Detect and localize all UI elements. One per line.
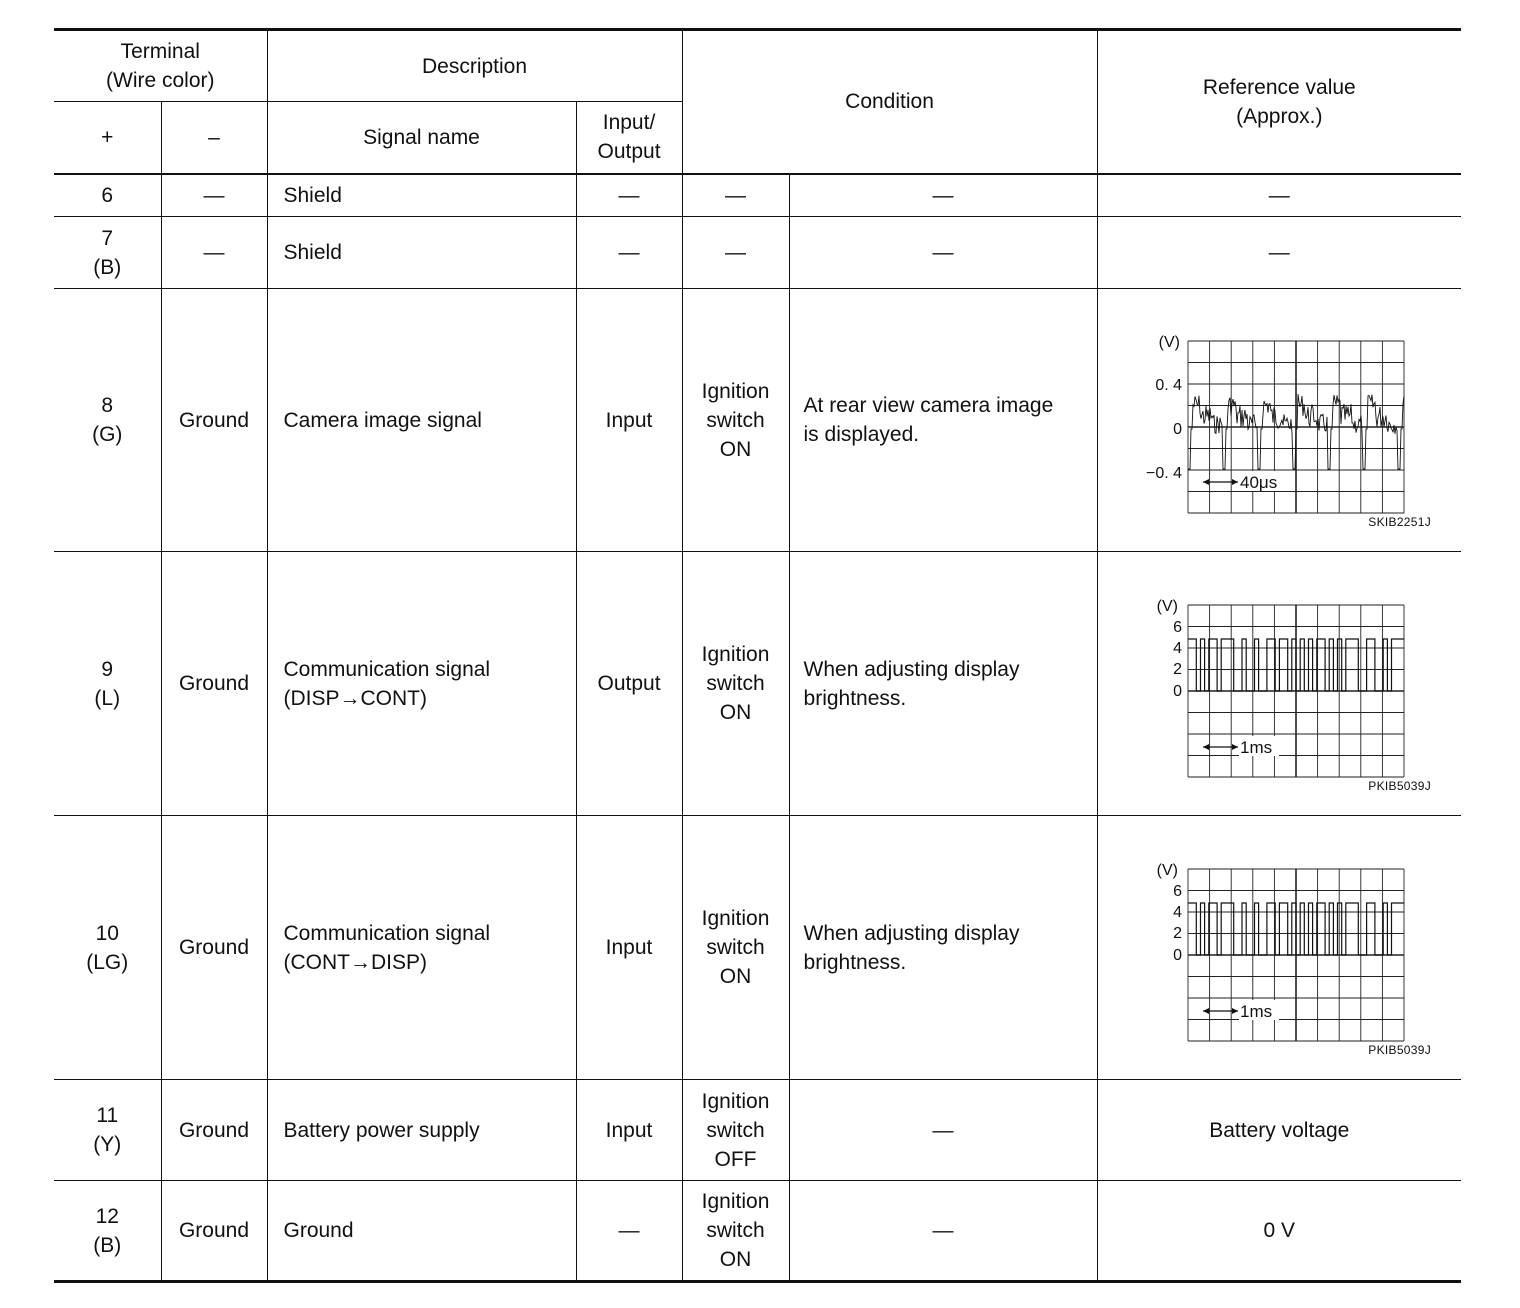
signal-name: Ground	[267, 1181, 576, 1282]
arrow-left-icon	[1203, 744, 1209, 750]
terminal-plus: 7 (B)	[54, 217, 161, 289]
condition-switch: Ignition switch ON	[682, 816, 789, 1080]
terminal-plus: 8 (G)	[54, 289, 161, 552]
table-row	[54, 217, 1461, 289]
y-tick-label: 2	[1172, 660, 1182, 678]
io-value: Output	[576, 552, 682, 816]
terminal-minus: Ground	[161, 1080, 267, 1181]
y-tick-label: 0	[1172, 682, 1182, 700]
reference-value	[1097, 552, 1461, 816]
terminal-plus: 9 (L)	[54, 552, 161, 816]
terminal-minus: Ground	[161, 816, 267, 1080]
reference-value: 0 V	[1097, 1181, 1461, 1282]
condition-switch: Ignition switch ON	[682, 1181, 789, 1282]
reference-value: Battery voltage	[1097, 1080, 1461, 1181]
terminal-plus: 11 (Y)	[54, 1080, 161, 1181]
terminal-plus: 10 (LG)	[54, 816, 161, 1080]
condition-detail: When adjusting display brightness.	[789, 816, 1097, 1080]
signal-name-header: Signal name	[267, 102, 576, 174]
timebase-label: 1ms	[1239, 1001, 1272, 1021]
y-tick-label: 0	[1172, 946, 1182, 964]
table-row	[54, 1181, 1461, 1282]
signal-name: Communication signal (CONT→DISP)	[267, 816, 576, 1080]
arrow-left-icon	[1203, 479, 1209, 485]
reference-value: —	[1097, 217, 1461, 289]
io-value: —	[576, 1181, 682, 1282]
y-tick-label: 6	[1172, 882, 1182, 900]
terminal-minus: Ground	[161, 552, 267, 816]
signal-name: Shield	[267, 174, 576, 217]
reference-value: —	[1097, 174, 1461, 217]
arrow-left-icon	[1203, 1008, 1209, 1014]
y-tick-label: 2	[1172, 924, 1182, 942]
condition-detail: —	[789, 1181, 1097, 1282]
arrow-right-icon	[1232, 744, 1238, 750]
io-value: —	[576, 174, 682, 217]
io-value: Input	[576, 1080, 682, 1181]
input-output-header: Input/ Output	[576, 102, 682, 174]
unit-label: (V)	[1156, 861, 1178, 879]
table-row	[54, 1080, 1461, 1181]
terminal-minus: —	[161, 174, 267, 217]
signal-name: Shield	[267, 217, 576, 289]
figure-code: PKIB5039J	[1368, 778, 1432, 793]
y-tick-label: 0	[1172, 421, 1182, 438]
table-row	[54, 552, 1461, 816]
io-value: Input	[576, 289, 682, 552]
table-row	[54, 174, 1461, 217]
condition-detail: —	[789, 174, 1097, 217]
plus-header: +	[54, 102, 161, 174]
y-tick-label: 4	[1172, 903, 1182, 921]
arrow-right-icon	[1232, 1008, 1238, 1014]
condition-detail: At rear view camera image is displayed.	[789, 289, 1097, 552]
condition-detail: —	[789, 1080, 1097, 1181]
signal-name: Communication signal (DISP→CONT)	[267, 552, 576, 816]
condition-switch: Ignition switch OFF	[682, 1080, 789, 1181]
terminal-plus: 12 (B)	[54, 1181, 161, 1282]
unit-label: (V)	[1158, 334, 1180, 351]
reference-value	[1097, 816, 1461, 1080]
condition-switch: Ignition switch ON	[682, 289, 789, 552]
io-value: —	[576, 217, 682, 289]
reference-value	[1097, 289, 1461, 552]
comm-signal-trace	[1188, 639, 1404, 691]
description-header: Description	[267, 30, 682, 102]
y-tick-label: 4	[1172, 639, 1182, 657]
table-row	[54, 816, 1461, 1080]
y-tick-label: −0. 4	[1145, 465, 1182, 482]
terminal-minus: Ground	[161, 1181, 267, 1282]
table-row	[54, 289, 1461, 552]
signal-name: Battery power supply	[267, 1080, 576, 1181]
signal-name: Camera image signal	[267, 289, 576, 552]
condition-detail: —	[789, 217, 1097, 289]
condition-switch: Ignition switch ON	[682, 552, 789, 816]
y-tick-label: 6	[1172, 618, 1182, 636]
terminal-spec-table	[54, 28, 1461, 1283]
io-value: Input	[576, 816, 682, 1080]
condition-switch: —	[682, 217, 789, 289]
minus-header: –	[161, 102, 267, 174]
terminal-minus: —	[161, 217, 267, 289]
condition-header: Condition	[682, 30, 1097, 174]
terminal-plus: 6	[54, 174, 161, 217]
terminal-minus: Ground	[161, 289, 267, 552]
figure-code: SKIB2251J	[1368, 515, 1432, 529]
figure-code: PKIB5039J	[1368, 1042, 1432, 1057]
arrow-right-icon	[1232, 479, 1238, 485]
comm-signal-trace	[1188, 903, 1404, 955]
unit-label: (V)	[1156, 597, 1178, 615]
condition-switch: —	[682, 174, 789, 217]
reference-header: Reference value (Approx.)	[1097, 30, 1461, 174]
y-tick-label: 0. 4	[1154, 377, 1182, 394]
condition-detail: When adjusting display brightness.	[789, 552, 1097, 816]
terminal-header: Terminal (Wire color)	[54, 30, 267, 102]
timebase-label: 40μs	[1239, 473, 1277, 492]
timebase-label: 1ms	[1239, 737, 1272, 757]
